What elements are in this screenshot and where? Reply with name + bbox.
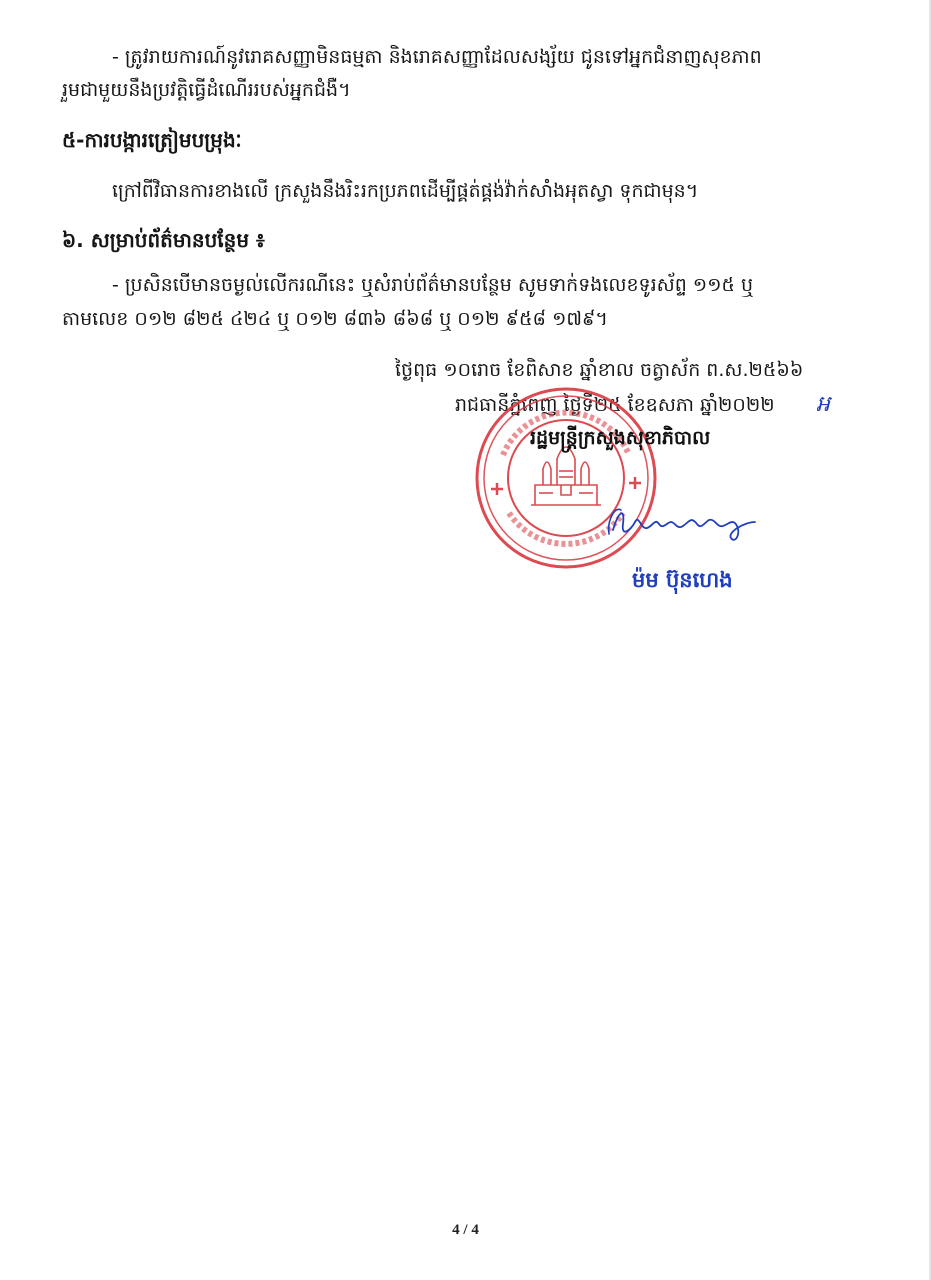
report-paragraph-line-1: - ត្រូវរាយការណ៍នូវរោគសញ្ញាមិនធម្មតា និងរោគសញ្ញាដែលសង្ស័យ ជូនទៅអ្នកជំនាញសុខភាព <box>112 46 762 68</box>
page-number: 4 / 4 <box>452 1222 479 1238</box>
report-paragraph-line-2: រួមជាមួយនឹងប្រវត្តិធ្វើដំណើររបស់អ្នកជំងឺ។ <box>62 79 351 101</box>
lunar-date: ថ្ងៃពុធ ១០រោច ខែពិសាខ ឆ្នាំខាល ចត្វាស័ក ព.ស.២៥៦៦ <box>395 359 804 381</box>
initial-mark: អ <box>816 392 830 417</box>
solar-date: រាជធានីភ្នំពេញ ថ្ងៃទី២៥ ខែឧសភា ឆ្នាំ២០២២ <box>455 394 775 416</box>
signer-name: ម៉ម ប៊ុនហេង <box>632 568 733 592</box>
section-6-heading: ៦. សម្រាប់ព័ត៌មានបន្ថែម ៖ <box>62 228 265 252</box>
section-5-heading: ៥-ការបង្ការត្រៀមបម្រុងៈ <box>62 128 242 152</box>
section-6-line-2: តាមលេខ ០១២ ៨២៥ ៤២៤ ឬ ០១២ ៨៣៦ ៨៦៨ ឬ ០១២ ៩៥៨ ១៧៩។ <box>62 308 608 330</box>
section-6-line-1: - ប្រសិនបើមានចម្ងល់លើករណីនេះ ឬសំរាប់ព័ត៌មានបន្ថែម សូមទាក់ទងលេខទូរស័ព្ទ ១១៥ ឬ <box>112 274 754 296</box>
section-5-text: ក្រៅពីវិធានការខាងលើ ក្រសួងនឹងរិះរកប្រភពដើម្បីផ្គត់ផ្គង់វ៉ាក់សាំងអុតស្វា ទុកជាមុន។ <box>112 180 699 202</box>
handwritten-signature-icon <box>605 500 765 550</box>
minister-title: រដ្ឋមន្ត្រីក្រសួងសុខាភិបាល <box>530 427 711 449</box>
